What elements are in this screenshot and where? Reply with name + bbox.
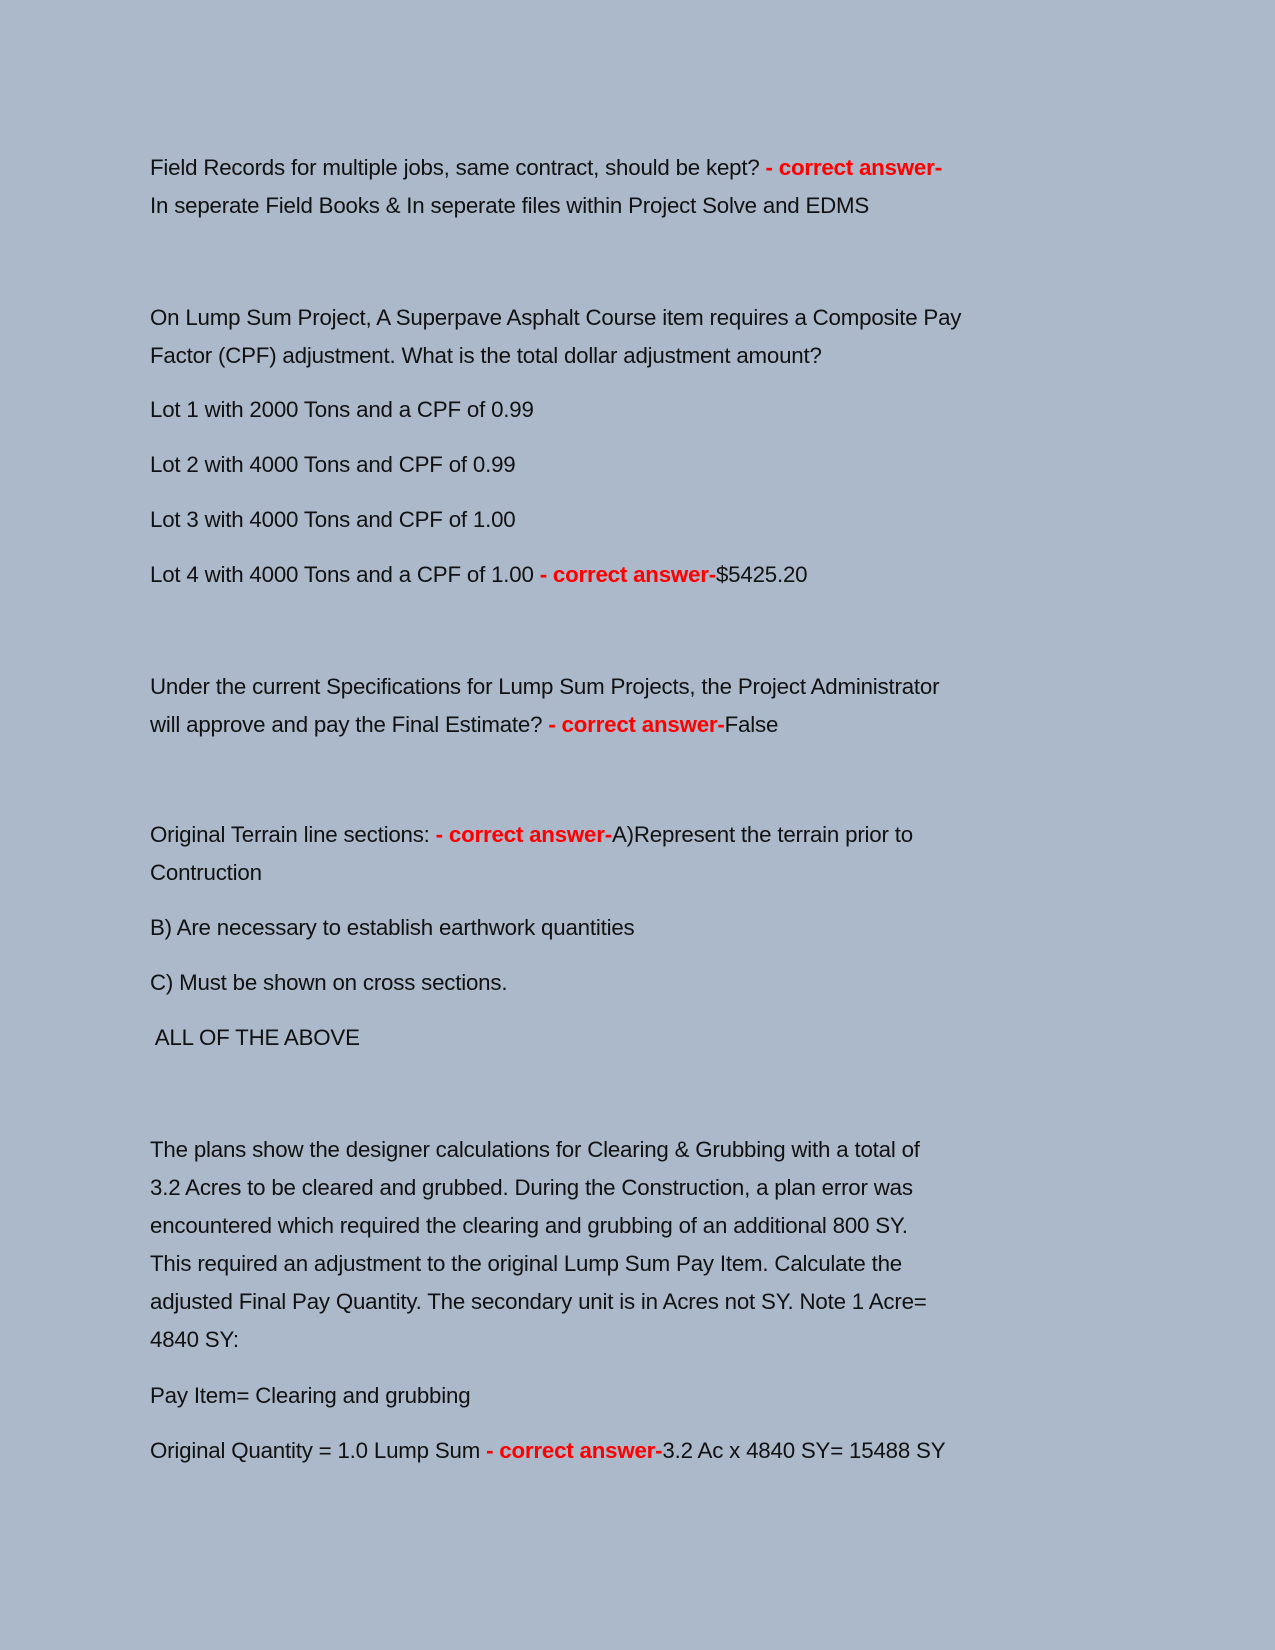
question-line: The plans show the designer calculations for Clearing & Grubbing with a total of bbox=[150, 1137, 920, 1162]
pay-item-line: Pay Item= Clearing and grubbing bbox=[150, 1383, 471, 1408]
question-line: On Lump Sum Project, A Superpave Asphalt Course item requires a Composite Pay bbox=[150, 305, 962, 330]
correct-answer-marker: - correct answer- bbox=[435, 822, 612, 847]
lot-line bbox=[150, 556, 807, 594]
lot-line: Lot 1 with 2000 Tons and a CPF of 0.99 bbox=[150, 397, 534, 422]
answer-line: Contruction bbox=[150, 860, 262, 885]
question-text bbox=[150, 149, 942, 187]
answer-text: 3.2 Ac x 4840 SY= 15488 SY bbox=[662, 1438, 946, 1463]
answer-text: False bbox=[724, 712, 779, 737]
question-line: adjusted Final Pay Quantity. The secondary unit is in Acres not SY. Note 1 Acre= bbox=[150, 1289, 927, 1314]
question-text: Original Terrain line sections: bbox=[150, 822, 436, 847]
question-line: encountered which required the clearing and grubbing of an additional 800 SY. bbox=[150, 1213, 908, 1238]
question-text: will approve and pay the Final Estimate? bbox=[150, 712, 549, 737]
lot-line: Lot 2 with 4000 Tons and CPF of 0.99 bbox=[150, 452, 516, 477]
answer-line: B) Are necessary to establish earthwork quantities bbox=[150, 915, 635, 940]
answer-text: $5425.20 bbox=[715, 562, 808, 587]
question-line bbox=[150, 706, 778, 744]
question-line: This required an adjustment to the original Lump Sum Pay Item. Calculate the bbox=[150, 1251, 902, 1276]
question-line: 4840 SY: bbox=[150, 1327, 239, 1352]
question-line bbox=[150, 816, 913, 854]
question-text: Original Quantity = 1.0 Lump Sum bbox=[150, 1438, 487, 1463]
correct-answer-marker: - correct answer- bbox=[765, 155, 942, 180]
answer-line: ALL OF THE ABOVE bbox=[150, 1025, 360, 1050]
question-line: Under the current Specifications for Lump Sum Projects, the Project Administrator bbox=[150, 674, 940, 699]
answer-text: In seperate Field Books & In seperate files within Project Solve and EDMS bbox=[150, 193, 870, 218]
question-line: Factor (CPF) adjustment. What is the total dollar adjustment amount? bbox=[150, 343, 822, 368]
correct-answer-marker: - correct answer- bbox=[486, 1438, 663, 1463]
question-line: Field Records for multiple jobs, same contract, should be kept? bbox=[150, 155, 766, 180]
lot-line: Lot 3 with 4000 Tons and CPF of 1.00 bbox=[150, 507, 516, 532]
lot-text: Lot 4 with 4000 Tons and a CPF of 1.00 bbox=[150, 562, 540, 587]
question-line bbox=[150, 1432, 945, 1470]
answer-text: A)Represent the terrain prior to bbox=[611, 822, 913, 847]
answer-line: C) Must be shown on cross sections. bbox=[150, 970, 508, 995]
correct-answer-marker: - correct answer- bbox=[539, 562, 716, 587]
question-line: 3.2 Acres to be cleared and grubbed. During the Construction, a plan error was bbox=[150, 1175, 913, 1200]
correct-answer-marker: - correct answer- bbox=[548, 712, 725, 737]
